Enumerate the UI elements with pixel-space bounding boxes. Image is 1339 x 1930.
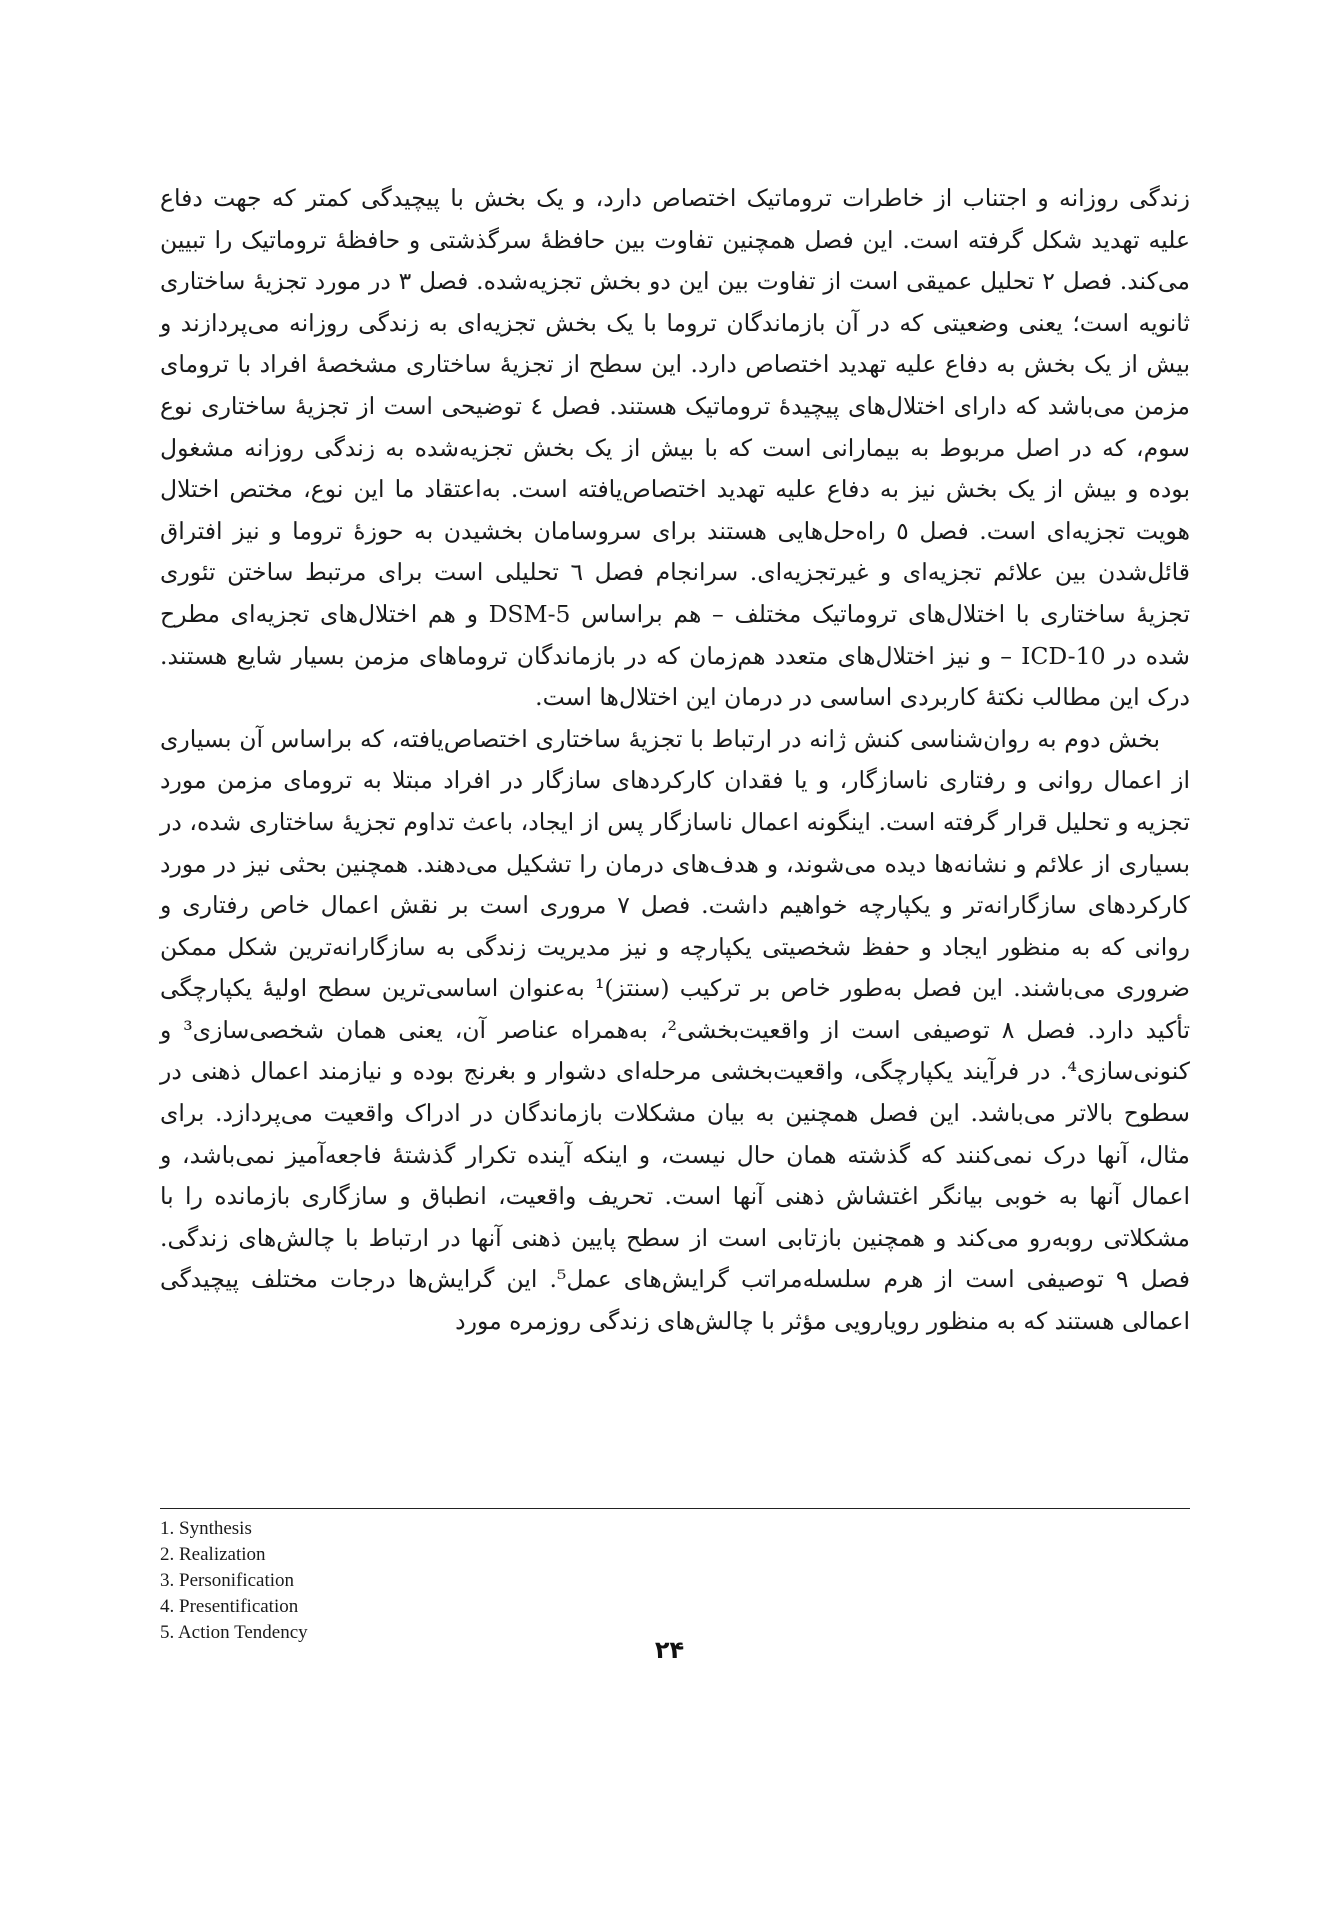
footnotes <box>160 1516 760 1646</box>
page-number: ۲۴ <box>654 1636 685 1664</box>
paragraph-2: بخش دوم به روان‌شناسی کنش ژانه در ارتباط با تجزیهٔ ساختاری اختصاص‌یافته، که براساس آن بسیاری از اعمال روانی و رفتاری ناسازگار، و یا فقدان کارکردهای سازگار در افراد مبتلا به ترومای مزمن مورد تجزیه و تحلیل قرار گرفته است. اینگونه اعمال ناسازگار پس از ایجاد، باعث تداوم تجزیهٔ ساختاری شده، در بسیاری از علائم و نشانه‌ها دیده می‌شوند، و هدف‌های درمان را تشکیل می‌دهند. همچنین بحثی نیز در مورد کارکردهای سازگارانه‌تر و یکپارچه خواهیم داشت. فصل ۷ مروری است بر نقش اعمال خاص رفتاری و روانی که به منظور ایجاد و حفظ شخصیتی یکپارچه و نیز مدیریت زندگی به سازگارانه‌ترین شکل ممکن ضروری می‌باشند. این فصل به‌طور خاص بر ترکیب (سنتز)¹ به‌عنوان اساسی‌ترین سطح اولیهٔ یکپارچگی تأکید دارد. فصل ۸ توصیفی است از واقعیت‌بخشی²، به‌همراه عناصر آن، یعنی همان شخصی‌سازی³ و کنونی‌سازی⁴. در فرآیند یکپارچگی، واقعیت‌بخشی مرحله‌ای دشوار و بغرنج بوده و نیازمند اعمال ذهنی در سطوح بالاتر می‌باشد. این فصل همچنین به بیان مشکلات بازماندگان در ادراک واقعیت می‌پردازد. برای مثال، آنها درک نمی‌کنند که گذشته همان حال نیست، و اینکه آینده تکرار گذشتهٔ فاجعه‌آمیز نمی‌باشد، و اعمال آنها به خوبی بیانگر اغتشاش ذهنی آنها است. تحریف واقعیت، انطباق و سازگاری بازمانده را با مشکلاتی روبه‌رو می‌کند و همچنین بازتابی است از سطح پایین ذهنی آنها در ارتباط با چالش‌های زندگی. فصل ۹ توصیفی است از هرم سلسله‌مراتب گرایش‌های عمل⁵. این گرایش‌ها درجات مختلف پیچیدگی اعمالی هستند که به منظور رویارویی مؤثر با چالش‌های زندگی روزمره مورد <box>160 724 1190 1336</box>
footnote-5: 5. Action Tendency <box>160 1622 308 1643</box>
footnote-2: 2. Realization <box>160 1544 266 1565</box>
footnote-4: 4. Presentification <box>160 1596 299 1617</box>
footnote-separator <box>160 1508 1190 1509</box>
footnote-3: 3. Personification <box>160 1570 295 1591</box>
footnote-1: 1. Synthesis <box>160 1518 252 1539</box>
paragraph-1: زندگی روزانه و اجتناب از خاطرات تروماتیک اختصاص دارد، و یک بخش با پیچیدگی کمتر که جهت دفاع علیه تهدید شکل گرفته است. این فصل همچنین تفاوت بین حافظهٔ سرگذشتی و حافظهٔ تروماتیک را تبیین می‌کند. فصل ۲ تحلیل عمیقی است از تفاوت بین این دو بخش تجزیه‌شده. فصل ۳ در مورد تجزیهٔ ساختاری ثانویه است؛ یعنی وضعیتی که در آن بازماندگان تروما با یک بخش تجزیه‌ای به زندگی روزانه می‌پردازند و بیش از یک بخش به دفاع علیه تهدید اختصاص دارد. این سطح از تجزیهٔ ساختاری مشخصهٔ افراد با ترومای مزمن می‌باشد که دارای اختلال‌های پیچیدهٔ تروماتیک هستند. فصل ٤ توضیحی است از تجزیهٔ ساختاری نوع سوم، که در اصل مربوط به بیمارانی است که با بیش از یک بخش تجزیه‌شده به زندگی روزانه مشغول بوده و بیش از یک بخش نیز به دفاع علیه تهدید اختصاص‌یافته است. به‌اعتقاد ما این نوع، مختص اختلال هویت تجزیه‌ای است. فصل ٥ راه‌حل‌هایی هستند برای سروسامان بخشیدن به حوزهٔ تروما و نیز افتراق قائل‌شدن بین علائم تجزیه‌ای و غیرتجزیه‌ای. سرانجام فصل ٦ تحلیلی است برای مرتبط ساختن تئوری تجزیهٔ ساختاری با اختلال‌های تروماتیک مختلف – هم براساس DSM-5 و هم اختلال‌های تجزیه‌ای مطرح شده در ICD-10 – و نیز اختلال‌های متعدد هم‌زمان که در بازماندگان تروماهای مزمن بسیار شایع هستند. درک این مطالب نکتهٔ کاربردی اساسی در درمان این اختلال‌ها است. <box>160 184 1191 712</box>
body-text <box>160 178 1190 1343</box>
